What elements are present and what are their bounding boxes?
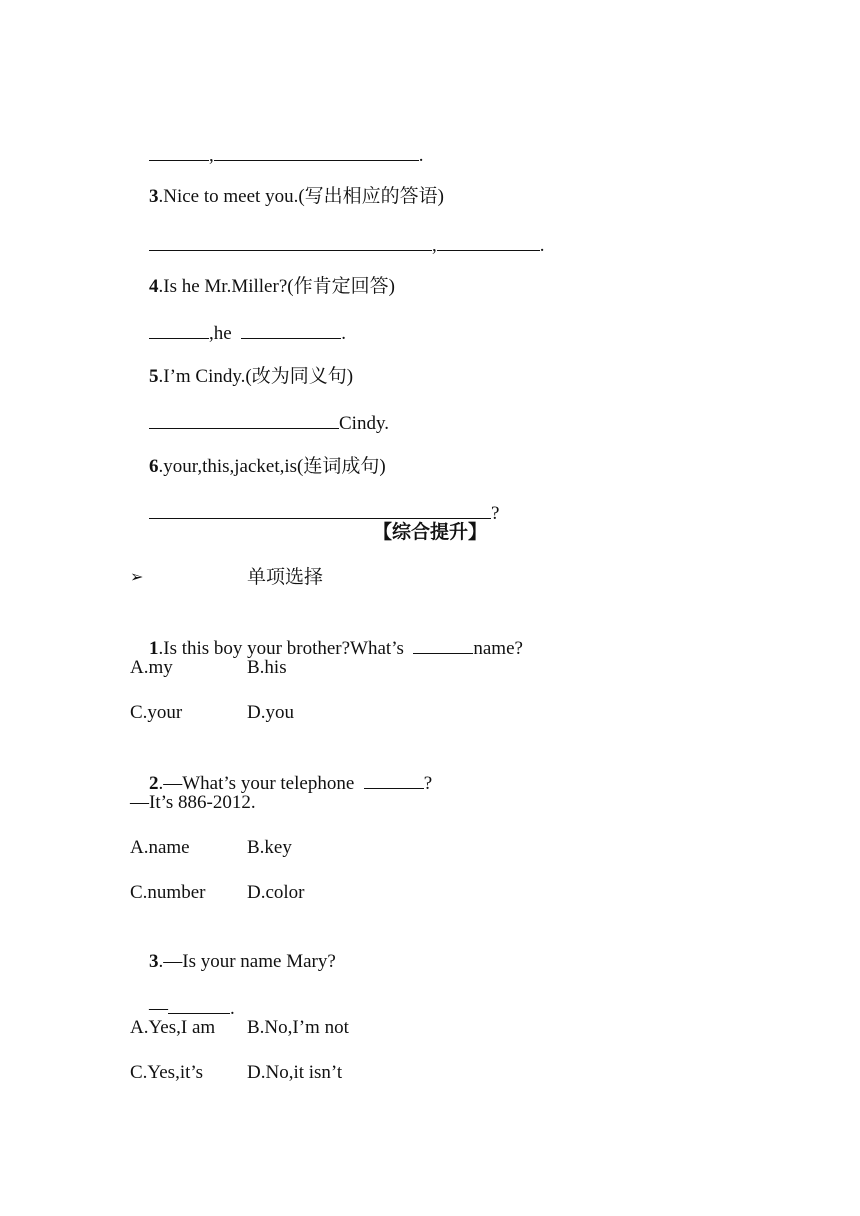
blank[interactable]: [149, 142, 209, 161]
answer-line-4: ,he .: [130, 296, 346, 370]
blank[interactable]: [149, 232, 432, 251]
question-5: 5.I’m Cindy.(改为同义句): [149, 366, 354, 387]
mc-question-3-line2: — .: [130, 971, 235, 1045]
option-c[interactable]: C.Yes,it’s: [130, 1062, 204, 1083]
blank[interactable]: [149, 410, 339, 429]
question-4: 4.Is he Mr.Miller?(作肯定回答): [149, 276, 395, 297]
option-b[interactable]: B.No,I’m not: [247, 1017, 349, 1038]
option-d[interactable]: D.color: [247, 882, 305, 903]
answer-line-prev: , .: [130, 118, 424, 192]
mc-question-1: 1.Is this boy your brother?What’s name?: [130, 611, 523, 685]
mc-question-2: 2.—What’s your telephone ?: [130, 746, 432, 820]
blank[interactable]: [168, 995, 230, 1014]
option-b[interactable]: B.his: [247, 657, 287, 678]
answer-line-6: ?: [130, 476, 499, 550]
arrow-bullet-icon: ➢: [130, 569, 144, 586]
option-c[interactable]: C.your: [130, 702, 183, 723]
answer-line-3: , .: [130, 208, 545, 282]
section-heading: 【综合提升】: [372, 522, 487, 543]
question-3: 3.Nice to meet you.(写出相应的答语): [149, 186, 444, 207]
blank[interactable]: [149, 320, 209, 339]
option-d[interactable]: D.you: [247, 702, 294, 723]
blank[interactable]: [149, 500, 491, 519]
option-d[interactable]: D.No,it isn’t: [247, 1062, 343, 1083]
mc-question-3: 3.—Is your name Mary?: [149, 951, 336, 972]
option-a[interactable]: A.my: [130, 657, 173, 678]
blank[interactable]: [437, 232, 540, 251]
question-6: 6.your,this,jacket,is(连词成句): [149, 456, 386, 477]
answer-line-5: Cindy.: [130, 386, 389, 460]
blank[interactable]: [241, 320, 341, 339]
blank[interactable]: [413, 635, 473, 654]
option-a[interactable]: A.name: [130, 837, 190, 858]
option-a[interactable]: A.Yes,I am: [130, 1017, 216, 1038]
mc-question-2-line2: —It’s 886-2012.: [130, 792, 256, 813]
option-b[interactable]: B.key: [247, 837, 292, 858]
section-title: 单项选择: [247, 567, 324, 588]
blank[interactable]: [214, 142, 419, 161]
blank[interactable]: [364, 770, 424, 789]
option-c[interactable]: C.number: [130, 882, 206, 903]
